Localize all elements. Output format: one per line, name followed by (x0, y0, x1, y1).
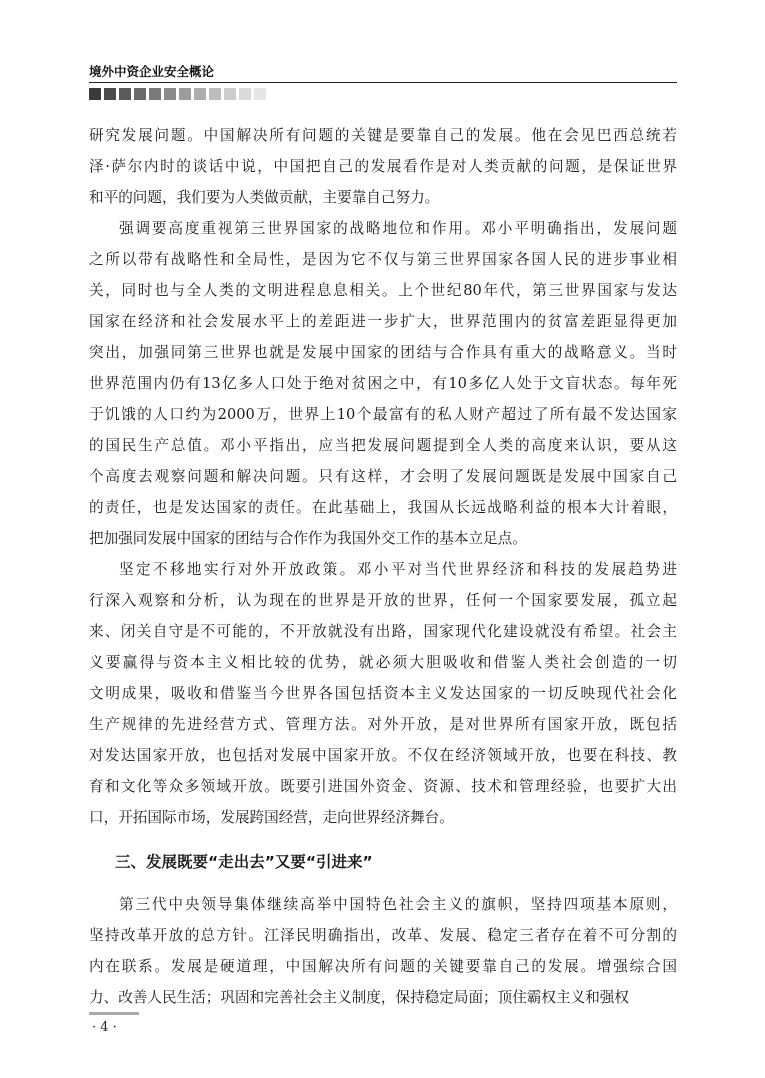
header-square (164, 88, 176, 100)
text-line: 义要赢得与资本主义相比较的优势，就必须大胆吸收和借鉴人类社会创造的一切 (89, 654, 677, 671)
header-square (89, 88, 101, 100)
text-line: 世界范围内仍有13亿多人口处于绝对贫困之中，有10多亿人处于文盲状态。每年死 (89, 375, 677, 392)
text-line: 对发达国家开放，也包括对发展中国家开放。不仅在经济领域开放，也要在科技、教 (89, 747, 677, 764)
text-line: 坚定不移地实行对外开放政策。邓小平对当代世界经济和科技的发展趋势进 (119, 561, 677, 578)
footer-rule (89, 1012, 139, 1015)
text-line: 突出，加强同第三世界也就是发展中国家的团结与合作具有重大的战略意义。当时 (89, 344, 677, 361)
text-line: 的责任，也是发达国家的责任。在此基础上，我国从长远战略利益的根本大计着眼， (89, 499, 677, 516)
header-square (224, 88, 236, 100)
text-line: 内在联系。发展是硬道理，中国解决所有问题的关键要靠自己的发展。增强综合国 (89, 958, 677, 975)
section-paragraph-block (89, 889, 677, 1013)
text-line: 生产规律的先进经营方式、管理方法。对外开放，是对世界所有国家开放，既包括 (89, 716, 677, 733)
header-square (239, 88, 251, 100)
header-square (149, 88, 161, 100)
text-line: 文明成果，吸收和借鉴当今世界各国包括资本主义发达国家的一切反映现代社会化 (89, 685, 677, 702)
running-header-title: 境外中资企业安全概论 (89, 64, 215, 79)
header-square (194, 88, 206, 100)
header-rule (89, 82, 677, 83)
header-square (104, 88, 116, 100)
header-square (134, 88, 146, 100)
text-line: 和平的问题，我们要为人类做贡献，主要靠自己努力。 (89, 189, 440, 206)
paragraph-block (89, 120, 677, 833)
paragraph (89, 889, 677, 1013)
text-line: 育和文化等众多领域开放。既要引进国外资金、资源、技术和管理经验，也要扩大出 (89, 778, 677, 795)
text-line: 泽·萨尔内时的谈话中说，中国把自己的发展看作是对人类贡献的问题，是保证世界 (89, 158, 677, 175)
text-line: 第三代中央领导集体继续高举中国特色社会主义的旗帜，坚持四项基本原则， (119, 896, 677, 913)
text-line: 坚持改革开放的总方针。江泽民明确指出，改革、发展、稳定三者存在着不可分割的 (89, 927, 677, 944)
header-square (254, 88, 266, 100)
section-heading: 三、发展既要“走出去”又要“引进来” (115, 853, 373, 871)
text-line: 口，开拓国际市场，发展跨国经营，走向世界经济舞台。 (89, 809, 454, 826)
text-line: 研究发展问题。中国解决所有问题的关键是要靠自己的发展。他在会见巴西总统若 (89, 127, 677, 144)
text-line: 把加强同发展中国家的团结与合作作为我国外交工作的基本立足点。 (89, 530, 527, 547)
paragraph (89, 554, 677, 833)
text-line: 个高度去观察问题和解决问题。只有这样，才会明了发展问题既是发展中国家自己 (89, 468, 677, 485)
text-line: 来、闭关自守是不可能的，不开放就没有出路，国家现代化建设就没有希望。社会主 (89, 623, 677, 640)
page-number: · 4 · (92, 1020, 117, 1035)
text-line: 力、改善人民生活；巩固和完善社会主义制度，保持稳定局面；顶住霸权主义和强权 (89, 989, 629, 1006)
header-square (209, 88, 221, 100)
text-line: 之所以带有战略性和全局性，是因为它不仅与第三世界国家各国人民的进步事业相 (89, 251, 677, 268)
header-square (119, 88, 131, 100)
text-line: 的国民生产总值。邓小平指出，应当把发展问题提到全人类的高度来认识，要从这 (89, 437, 677, 454)
text-line: 国家在经济和社会发展水平上的差距进一步扩大，世界范围内的贫富差距显得更加 (89, 313, 677, 330)
text-line: 行深入观察和分析，认为现在的世界是开放的世界，任何一个国家要发展，孤立起 (89, 592, 677, 609)
header-square (179, 88, 191, 100)
text-line: 强调要高度重视第三世界国家的战略地位和作用。邓小平明确指出，发展问题 (119, 220, 677, 237)
body-text (89, 120, 677, 1013)
text-line: 于饥饿的人口约为2000万，世界上10个最富有的私人财产超过了所有最不发达国家 (89, 406, 677, 423)
paragraph (89, 213, 677, 554)
text-line: 关，同时也与全人类的文明进程息息相关。上个世纪80年代，第三世界国家与发达 (89, 282, 677, 299)
paragraph (89, 120, 677, 213)
header-decoration-squares (89, 88, 266, 100)
